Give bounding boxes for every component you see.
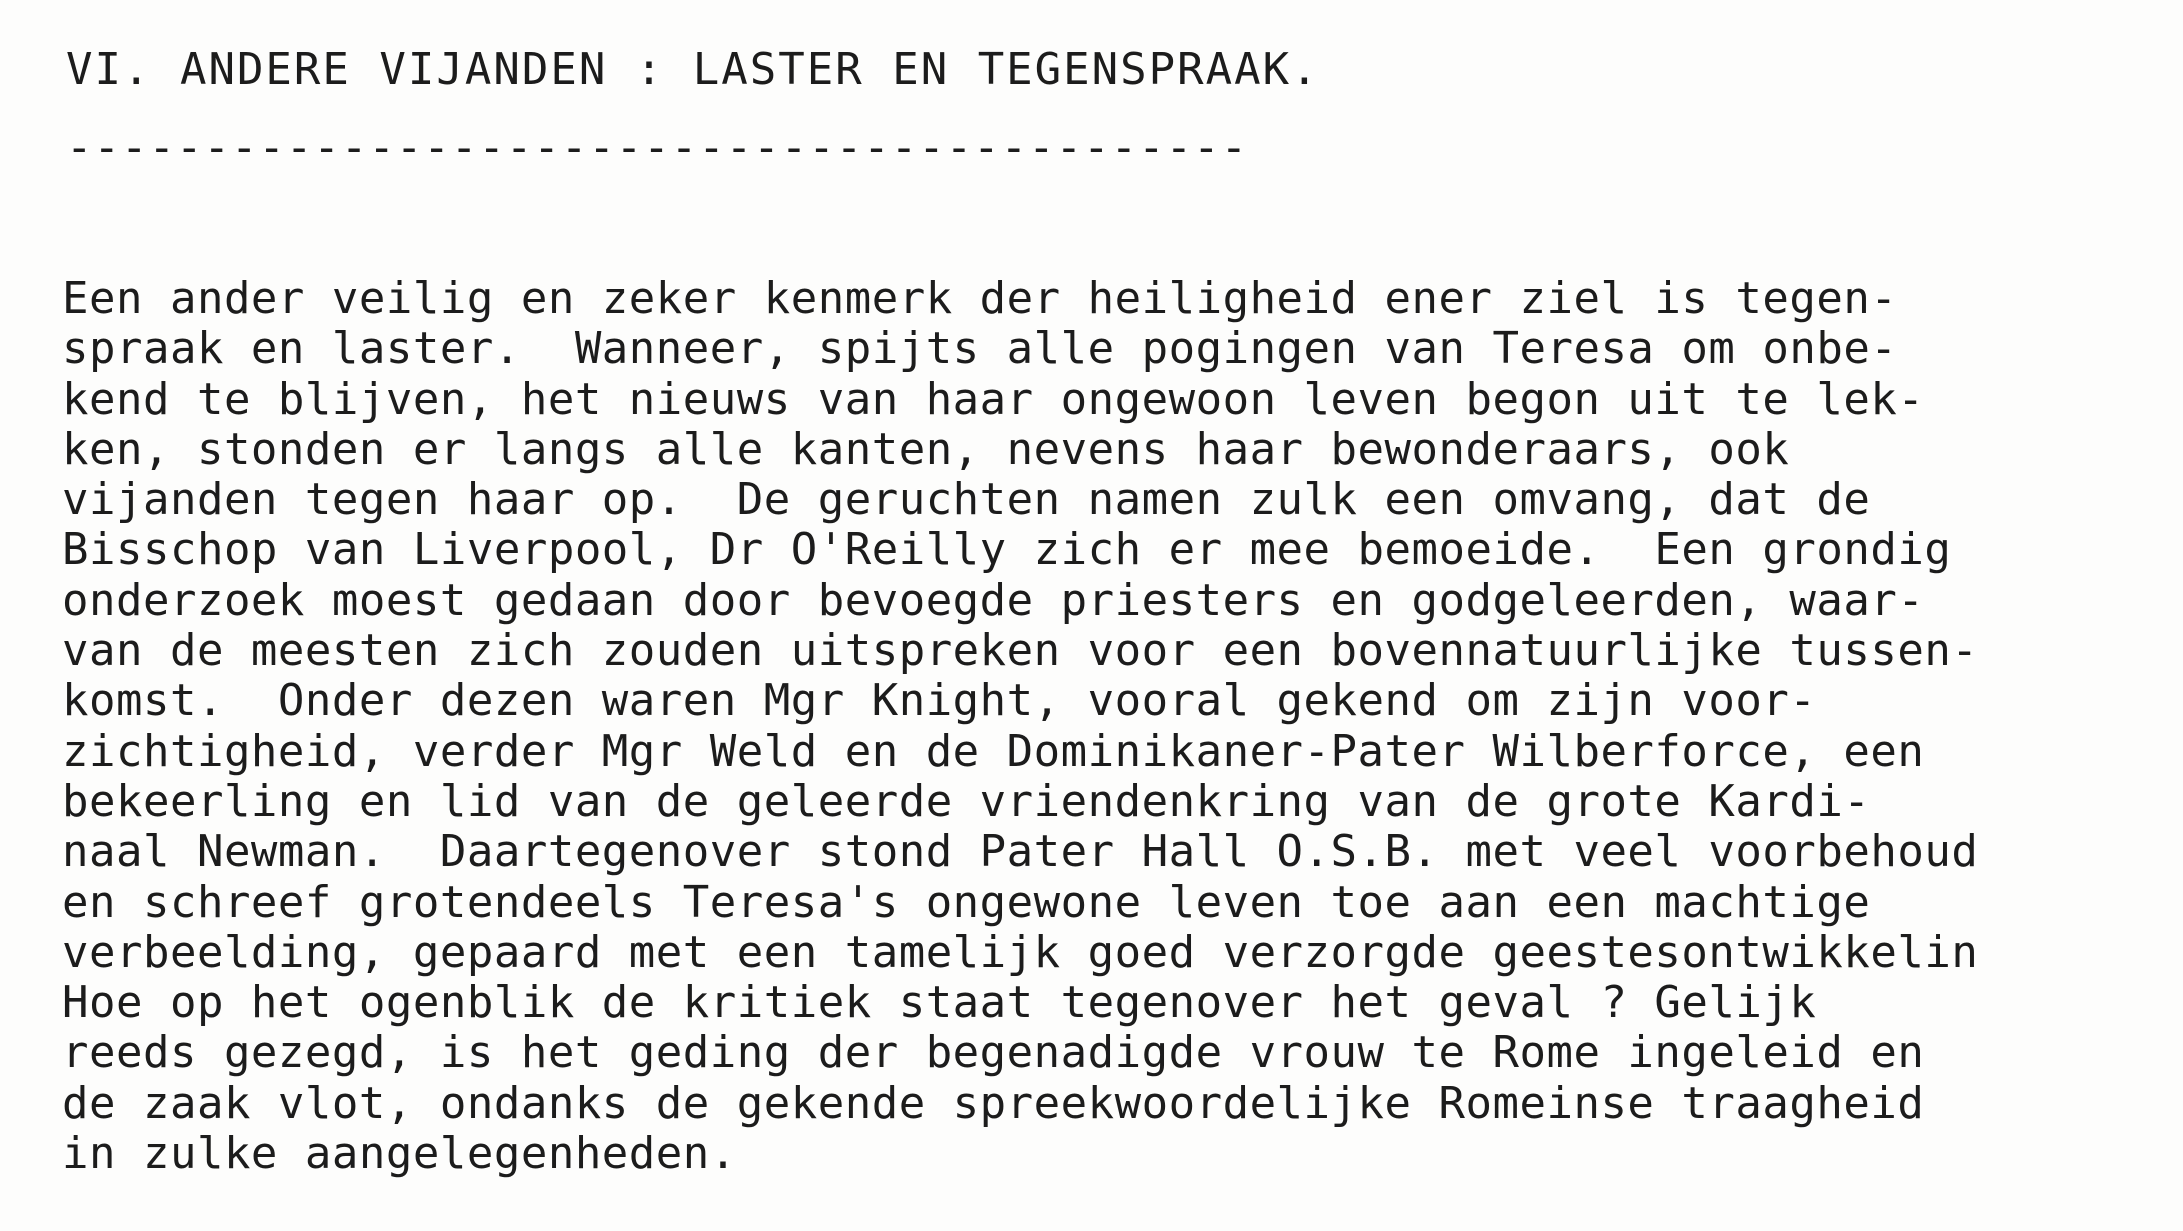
text-line: komst. Onder dezen waren Mgr Knight, vooral gekend om zijn voor- (62, 675, 1817, 727)
text-line: de zaak vlot, ondanks de gekende spreekwoordelijke Romeinse traagheid (62, 1077, 1925, 1129)
text-line: zichtigheid, verder Mgr Weld en de Dominikaner-Pater Wilberforce, een (62, 725, 1925, 777)
text-line: en schreef grotendeels Teresa's ongewone leven toe aan een machtige (62, 876, 1871, 928)
text-line: onderzoek moest gedaan door bevoegde priesters en godgeleerden, waar- (62, 574, 1925, 626)
chapter-heading: VI. ANDERE VIJANDEN : LASTER EN TEGENSPRAAK. (66, 44, 1320, 95)
body-paragraph (62, 274, 2172, 1179)
text-line: Hoe op het ogenblik de kritiek staat tegenover het geval ? Gelijk (62, 977, 1817, 1029)
text-line: kend te blijven, het nieuws van haar ongewoon leven begon uit te lek- (62, 373, 1925, 425)
heading-underline: ------------------------------------------- (66, 122, 1249, 173)
text-line: naal Newman. Daartegenover stond Pater Hall O.S.B. met veel voorbehoud (62, 826, 1979, 878)
text-line: Een ander veilig en zeker kenmerk der heiligheid ener ziel is tegen- (62, 273, 1898, 324)
text-line: reeds gezegd, is het geding der begenadigde vrouw te Rome ingeleid en (62, 1027, 1925, 1079)
text-line: bekeerling en lid van de geleerde vriendenkring van de grote Kardi- (62, 775, 1871, 827)
text-line: in zulke aangelegenheden. (62, 1128, 737, 1180)
text-line: van de meesten zich zouden uitspreken voor een bovennatuurlijke tussen- (62, 625, 1979, 677)
text-line: ken, stonden er langs alle kanten, nevens haar bewonderaars, ook (62, 423, 1790, 475)
text-line: vijanden tegen haar op. De geruchten namen zulk een omvang, dat de (62, 474, 1871, 526)
text-line: spraak en laster. Wanneer, spijts alle pogingen van Teresa om onbe- (62, 323, 1898, 375)
text-line: Bisschop van Liverpool, Dr O'Reilly zich er mee bemoeide. Een grondig (62, 524, 1952, 576)
text-line: verbeelding, gepaard met een tamelijk goed verzorgde geestesontwikkelin (62, 926, 1979, 978)
